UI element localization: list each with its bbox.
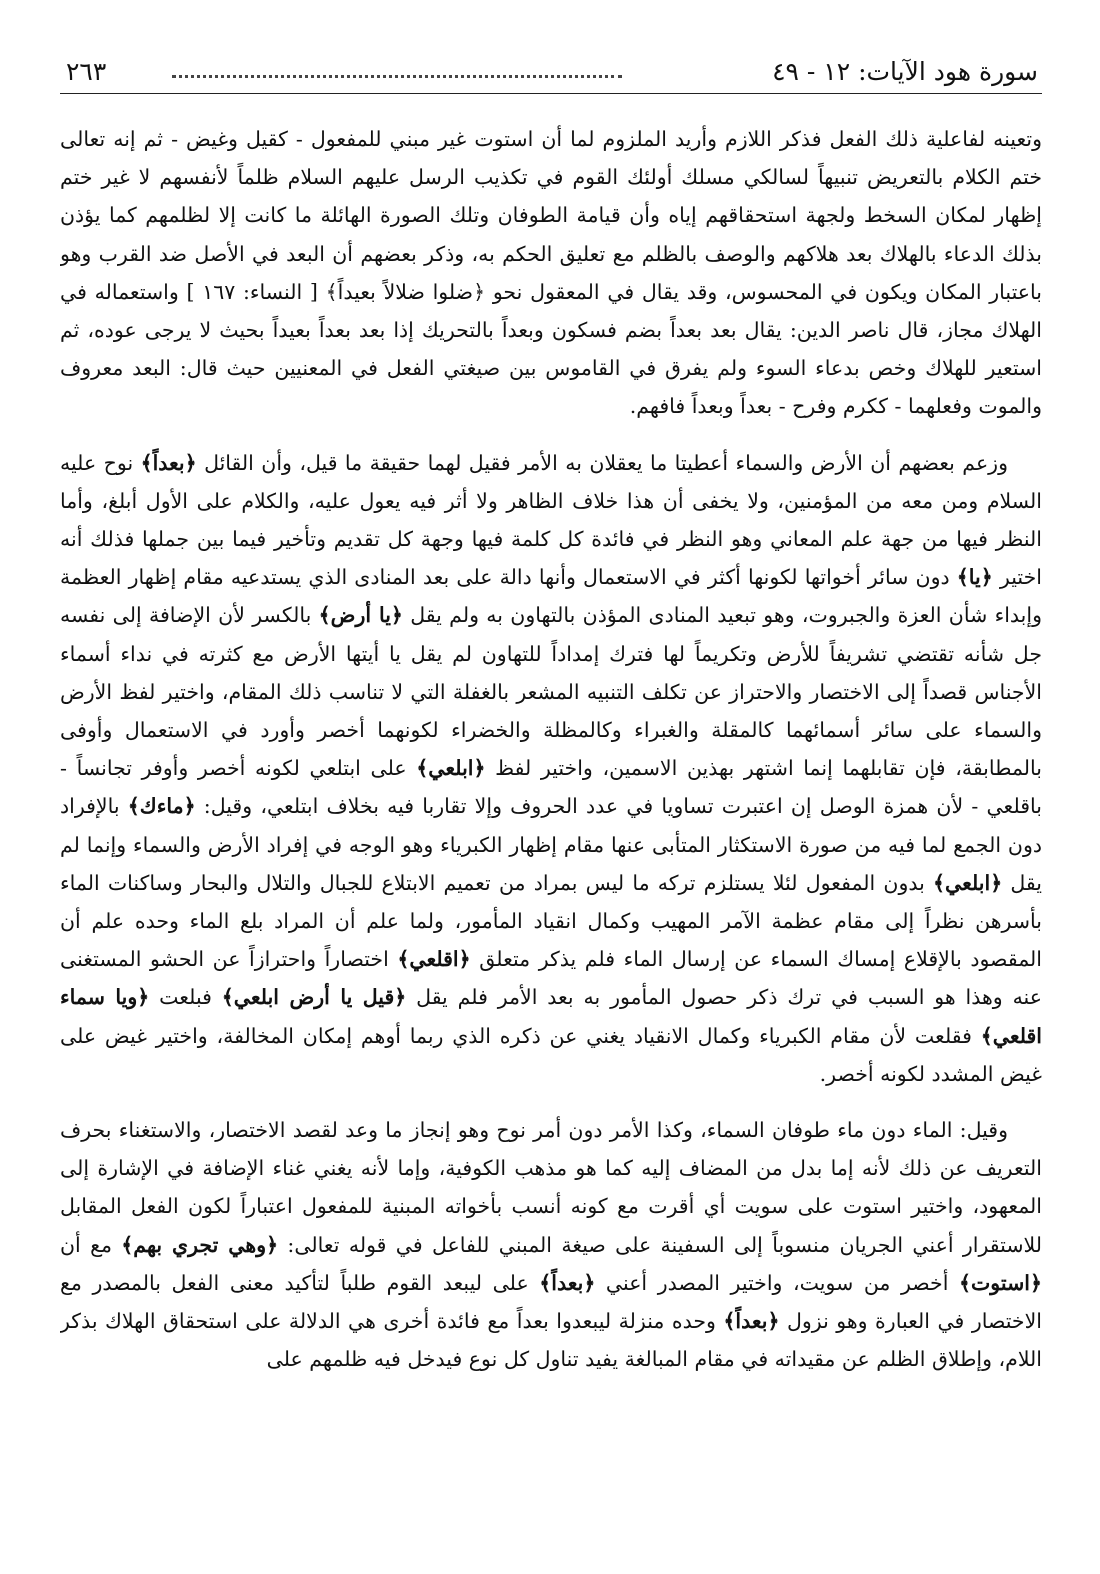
leader-dots [172,75,622,78]
text-run: دون سائر أخواتها لكونها أكثر في الاستعمال وأنها دالة على بعد المنادى الذي يستدعيه مقام إظهار العظمة وإبداء شأن العزة والجبروت، وهو تبعيد المنادى المؤذن بالتهاون به ولم يقل [60,565,1042,628]
text-run: وتعينه لفاعلية ذلك الفعل فذكر اللازم وأريد الملزوم لما أن استوت غير مبني للمفعول - كقيل وغيض - ثم إنه تعالى ختم الكلام بالتعريض تنبيهاً لسالكي مسلك أولئك القوم في تكذيب الرسل عليهم السلام ظلماً لأنفسهم لا غير ختم إظهار لمكان السخط ولجهة استحقاقهم إياه وأن قيامة الطوفان وتلك الصورة الهائلة ما كانت إلا لظلمهم كما يؤذن بذلك الدعاء بالهلاك بعد هلاكهم والوصف بالظلم مع تعليق الحكم به، وذكر بعضهم أن البعد في الأصل ضد القرب وهو باعتبار المكان ويكون في المحسوس، وقد يقال في المعقول نحو [60,127,1042,304]
quran-quote: ﴿يا أرض﴾ [318,603,403,628]
running-title: سورة هود الآيات: ١٢ - ٤٩ [772,57,1038,86]
quran-quote-plain: ﴿ضلوا ضلالاً بعيداً﴾ [325,279,486,304]
paragraph [60,1111,1042,1378]
quran-quote: ﴿بعداً﴾ [723,1309,780,1334]
quran-quote: ﴿يا﴾ [956,565,993,590]
paragraph [60,444,1042,1093]
quran-quote: ﴿بعداً﴾ [140,450,197,475]
book-page [60,55,1042,1545]
body-text [60,120,1042,1379]
text-run: وحده منزلة ليبعدوا بعداً مع فائدة أخرى هي الدلالة على استحقاق الهلاك بذكر اللام، وإطلاق الظلم عن مقيداته في مقام المبالغة يفيد تناول كل نوع فيدخل فيه ظلمهم على [60,1309,1042,1372]
text-run: على ابتلعي لكونه أخصر وأوفر تجانساً - باقلعي - لأن همزة الوصل إن اعتبرت تساويا في عدد الحروف وإلا تقاربا فيه بخلاف ابتلعي، وقيل: [60,756,1042,819]
text-run: وزعم بعضهم أن الأرض والسماء أعطيتا ما يعقلان به الأمر فقيل لهما حقيقة ما قيل، وأن القائل [196,450,1008,475]
quran-quote: ﴿ماءك﴾ [127,794,196,819]
text-run: مع أن [60,1232,122,1257]
text-run: نوح عليه السلام ومن معه من المؤمنين، ولا يخفى أن هذا خلاف الظاهر ولا أثر فيه يعول عليه، والكلام على الأول أبلغ، وأما النظر فيها من جهة علم المعاني وهو النظر في فائدة كل كلمة فيها وجهة كل تقديم وتأخير فيما بين جملها فذلك أنه اختير [60,450,1042,590]
text-run: على ليبعد القوم طلباً لتأكيد معنى الفعل بالمصدر مع الاختصار في العبارة وهو نزول [60,1270,1042,1334]
page-number: ٢٦٣ [66,57,107,86]
quran-quote: ﴿ابلعي﴾ [933,870,1003,895]
quran-quote: ﴿بعداً﴾ [539,1270,596,1295]
text-run: أخصر من سويت، واختير المصدر أعني [595,1270,959,1295]
quran-quote: ﴿اقلعي﴾ [397,947,471,972]
text-run: فبلعت [149,985,222,1010]
text-run: بدون المفعول لئلا يستلزم تركه ما ليس بمراد من تعميم الابتلاع للجبال والتلال والبحار وساكنات الماء بأسرهن نظراً إلى مقام عظمة الآمر المهيب وكمال انقياد المأمور، ولما علم أن المراد بلع الماء وحده علم أن المقصود بالإقلاع إمساك السماء عن إرسال الماء فلم يذكر متعلق [60,870,1042,972]
text-run: بالكسر لأن الإضافة إلى نفسه جل شأنه تقتضي تشريفاً للأرض وتكريماً لها فترك إمداداً للتهاون لم يقل يا أيتها الأرض مع كثرته في نداء أسماء الأجناس قصداً إلى الاختصار والاحتراز عن تكلف التنبيه المشعر بالغفلة التي لا تناسب ذلك المقام، واختير لفظ الأرض والسماء على سائر أسمائهما كالمقلة والغبراء وكالمظلة والخضراء لكونهما أخصر وأورد في الاستعمال وأوفى بالمطابقة، فإن تقابلهما إنما اشتهر بهذين الاسمين، واختير لفظ [60,603,1042,781]
text-run: فقلعت لأن مقام الكبرياء وكمال الانقياد يغني عن ذكره الذي ربما أوهم إمكان المخالفة، واختير غيض على غيض المشدد لكونه أخصر. [60,1023,1042,1086]
page-header [60,55,1042,94]
quran-quote: ﴿استوت﴾ [959,1270,1042,1295]
text-run: [ النساء: ١٦٧ ] واستعماله في الهلاك مجاز، قال ناصر الدين: يقال بعد بعداً بضم فسكون وبعداً بالتحريك إذا بعد بعداً بعيداً بحيث لا يرجى عوده، ثم استعير للهلاك وخص بدعاء السوء ولم يفرق في القاموس بين صيغتي الفعل في المعنيين حيث قال: البعد معروف والموت وفعلهما - ككرم وفرح - بعداً وبعداً فافهم. [60,279,1042,419]
quran-quote: ﴿قيل يا أرض ابلعي﴾ [221,985,407,1010]
text-run: اختصاراً واحترازاً عن الحشو المستغنى عنه وهذا هو السبب في ترك ذكر حصول المأمور به بعد الأمر فلم يقل [60,947,1042,1010]
quran-quote: ﴿وهي تجري بهم﴾ [121,1232,279,1257]
text-run: بالإفراد دون الجمع لما فيه من صورة الاستكثار المتأبى عنها مقام إظهار الكبرياء وهو الوجه في إفراد الأرض والسماء وإنما لم يقل [60,794,1042,895]
quran-quote: ﴿ابلعي﴾ [416,756,486,781]
paragraph [60,120,1042,426]
quran-quote: ﴿ويا سماء اقلعي﴾ [60,985,1042,1048]
text-run: وقيل: الماء دون ماء طوفان السماء، وكذا الأمر دون أمر نوح وهو إنجاز ما وعد لقصد الاختصار، والاستغناء بحرف التعريف عن ذلك لأنه إما بدل من المضاف إليه كما هو مذهب الكوفية، وإما لأنه يغني غناء الإضافة في الإشارة إلى المعهود، واختير استوت على سويت أي أقرت مع كونه أنسب بأخواته المبنية للمفعول اعتباراً لكون الفعل المقابل للاستقرار أعني الجريان منسوباً إلى السفينة على صيغة المبني للفاعل في قوله تعالى: [60,1118,1042,1257]
